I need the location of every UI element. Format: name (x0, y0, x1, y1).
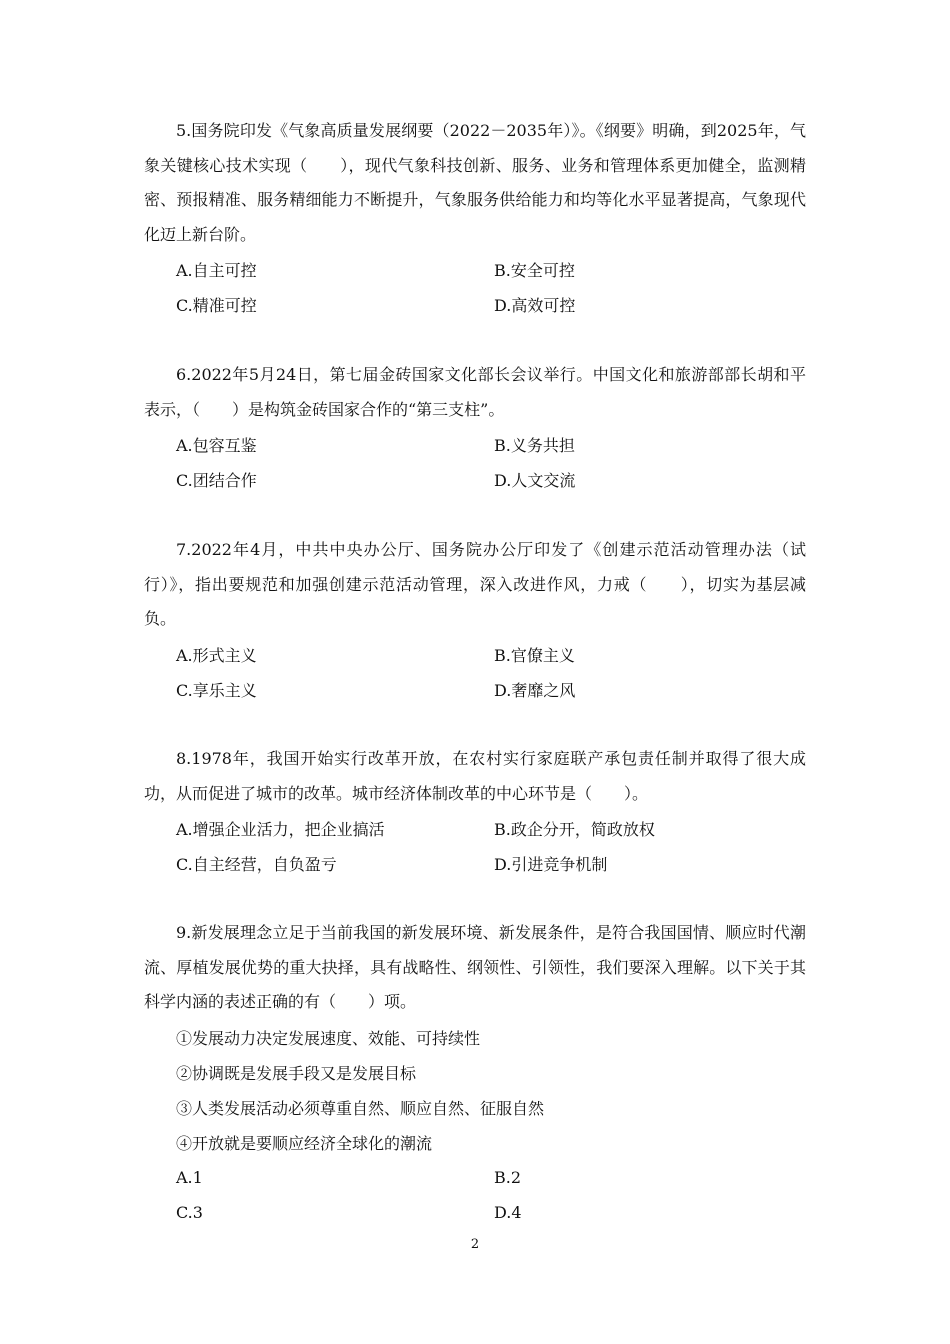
option-row (144, 1195, 806, 1230)
option-a: A.形式主义 (176, 645, 257, 665)
question-7 (144, 533, 806, 707)
option-row (144, 811, 806, 846)
option-row (144, 287, 806, 322)
option-row (144, 462, 806, 497)
option-b: B.义务共担 (494, 436, 575, 455)
question-8 (144, 742, 806, 881)
option-c: C.3 (176, 1202, 203, 1222)
statement-2: ②协调既是发展手段又是发展目标 (176, 1063, 417, 1083)
option-b: B.安全可控 (494, 261, 575, 280)
statement-1: ①发展动力决定发展速度、效能、可持续性 (176, 1028, 481, 1048)
option-c: C.自主经营，自负盈亏 (176, 855, 337, 874)
option-a: A.自主可控 (176, 261, 257, 280)
question-stem: 9.新发展理念立足于当前我国的新发展环境、新发展条件，是符合我国国情、顺应时代潮流、厚植发展优势的重大抉择，具有战略性、纲领性、引领性，我们要深入理解。以下关于其科学内涵的表述正确的有（ ）项。 (144, 923, 806, 1011)
option-b: B.2 (494, 1167, 522, 1187)
option-b: B.官僚主义 (494, 645, 575, 665)
option-d: D.高效可控 (494, 296, 576, 315)
option-a: A.增强企业活力，把企业搞活 (176, 820, 385, 839)
page-number: 2 (470, 1237, 480, 1252)
option-row (144, 427, 806, 462)
option-row (144, 1160, 806, 1195)
question-stem: 6.2022年5月24日，第七届金砖国家文化部长会议举行。中国文化和旅游部部长胡和平表示，（ ）是构筑金砖国家合作的“第三支柱”。 (144, 365, 806, 419)
option-row (144, 637, 806, 672)
option-row (144, 672, 806, 707)
option-b: B.政企分开，简政放权 (494, 820, 655, 839)
question-stem: 7.2022年4月，中共中央办公厅、国务院办公厅印发了《创建示范活动管理办法（试行）》，指出要规范和加强创建示范活动管理，深入改进作风，力戒（ ），切实为基层减负。 (144, 540, 806, 628)
statement-4: ④开放就是要顺应经济全球化的潮流 (176, 1133, 433, 1153)
option-c: C.享乐主义 (176, 680, 257, 700)
option-a: A.1 (176, 1167, 203, 1187)
question-stem: 5.国务院印发《气象高质量发展纲要（2022－2035年）》。《纲要》明确，到2025年，气象关键核心技术实现（ ），现代气象科技创新、服务、业务和管理体系更加健全，监测精密、预报精准、服务精细能力不断提升，气象服务供给能力和均等化水平显著提高，气象现代化迈上新台阶。 (144, 121, 806, 244)
question-6 (144, 358, 806, 497)
option-row (144, 252, 806, 287)
option-c: C.团结合作 (176, 471, 257, 490)
question-9 (144, 916, 806, 1230)
statement-3: ③人类发展活动必须尊重自然、顺应自然、征服自然 (176, 1098, 545, 1118)
question-stem: 8.1978年，我国开始实行改革开放，在农村实行家庭联产承包责任制并取得了很大成功，从而促进了城市的改革。城市经济体制改革的中心环节是（ ）。 (144, 749, 806, 803)
option-d: D.奢靡之风 (494, 680, 576, 700)
option-d: D.4 (494, 1202, 522, 1222)
option-row (144, 846, 806, 881)
option-d: D.引进竞争机制 (494, 855, 608, 874)
option-c: C.精准可控 (176, 296, 257, 315)
option-a: A.包容互鉴 (176, 436, 257, 455)
option-d: D.人文交流 (494, 471, 576, 490)
question-5 (144, 114, 806, 322)
